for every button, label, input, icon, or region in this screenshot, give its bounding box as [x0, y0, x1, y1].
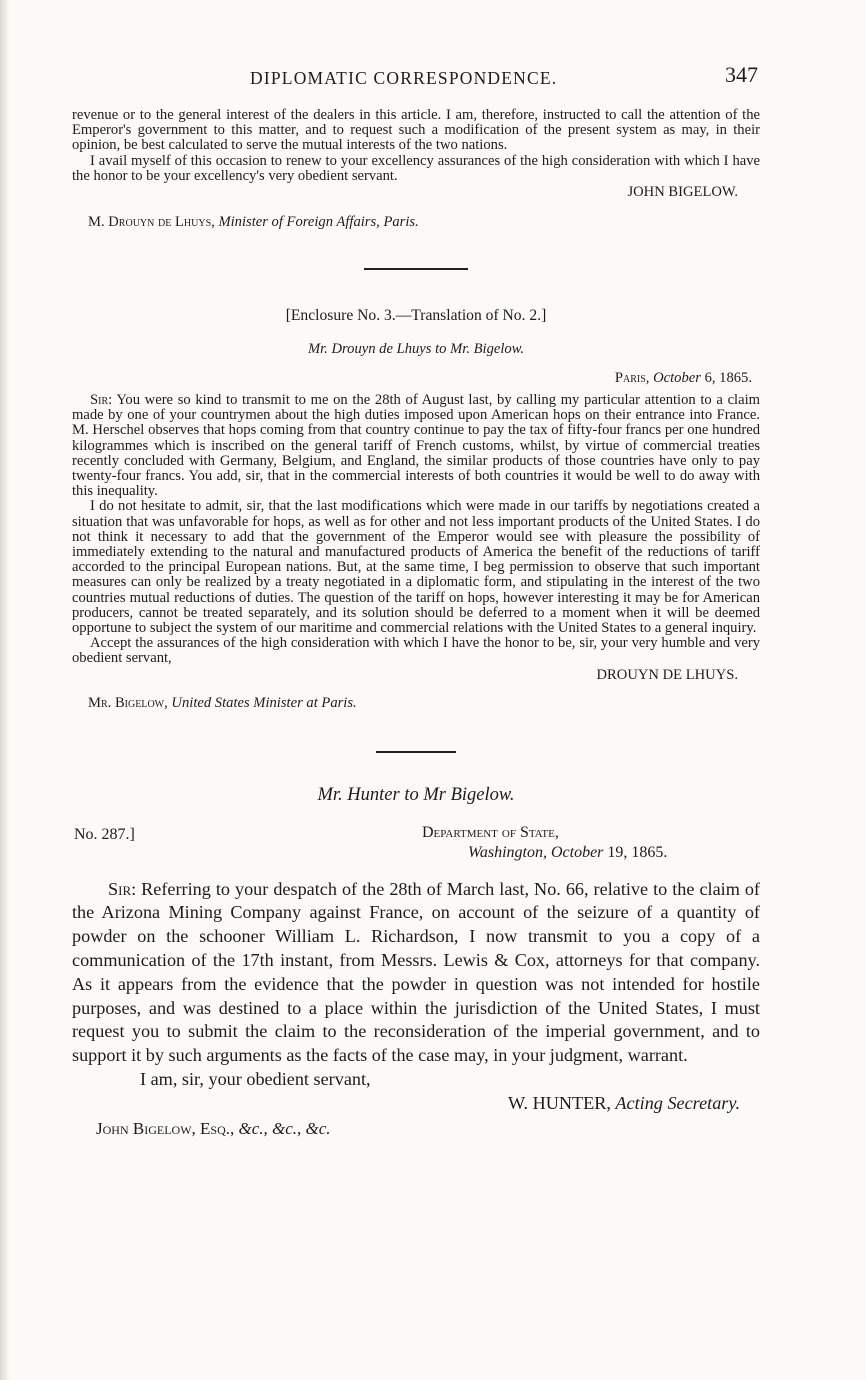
letter3-body: [72, 878, 760, 1068]
letter2-paragraph2: I do not hesitate to admit, sir, that the last modifications which were made in our tariffs by negotiations created a situation that was unfavorable for hops, as well as for other and not less important products of the United States. I do not think it necessary to add that the government of the Emperor would see with pleasure the possibility of immediately extending to the natural and manufactured products of America the benefit of the reductions of tariff accorded to the principal European nations. But, at the same time, I beg permission to observe that such important measures can only be realized by a treaty negotiated in a diplomatic form, and stipulating in the interest of the two countries mutual reductions of duties. The question of the tariff on hops, however interesting it may be for American producers, cannot be treated separately, and its solution should be deferred to a moment when it will be deemed opportune to subject the system of our maritime and commercial relations with the United States to a general inquiry.: [72, 498, 760, 637]
page-edge: [0, 0, 10, 1380]
letter1-addressee-name: M. Drouyn de Lhuys,: [88, 214, 215, 231]
letter2-place: Paris,: [614, 370, 650, 387]
letter3-signature-line: [72, 1092, 760, 1116]
page-number: 347: [725, 62, 758, 87]
letter-hunter: [72, 785, 760, 1140]
letter3-heading: Mr. Hunter to Mr Bigelow.: [317, 784, 515, 805]
letter2-salutation: Sir:: [90, 392, 113, 409]
letter2-addressee-name: Mr. Bigelow,: [88, 694, 168, 711]
letter1-signature: JOHN BIGELOW.: [627, 184, 738, 201]
letter3-addressee-name: John Bigelow, Esq.,: [96, 1118, 235, 1138]
letter2-date-rest: 6, 1865.: [704, 370, 752, 387]
letter1-addressee-title: Minister of Foreign Affairs, Paris.: [218, 214, 419, 231]
letter2-date-month: October: [653, 370, 701, 387]
letter3-dateline-block: [72, 824, 760, 868]
letter-bigelow-continuation: [72, 108, 760, 230]
letter2-heading: Mr. Drouyn de Lhuys to Mr. Bigelow.: [307, 341, 525, 358]
letter-drouyn: [72, 307, 760, 711]
running-head: DIPLOMATIC CORRESPONDENCE.: [250, 68, 558, 88]
letter3-signature: W. HUNTER,: [507, 1092, 611, 1113]
letter2-signature: DROUYN DE LHUYS.: [596, 666, 738, 683]
letter2-addressee: [72, 695, 760, 711]
letter3-addressee-etc: &c., &c., &c.: [238, 1118, 331, 1138]
page: [72, 58, 760, 1140]
letter3-body-text: Referring to your despatch of the 28th of March last, No. 66, relative to the claim of the Arizona Mining Company against France, on account of the seizure of a quantity of powder on the schooner William L. Richardson, I now transmit to you a copy of a communication of the 17th instant, from Messrs. Lewis & Cox, attorneys for that company. As it appears from the evidence that the powder in question was not intended for hostile purposes, and was destined to a place within the jurisdiction of the United States, I must request you to submit the claim to the reconsideration of the imperial government, and to support it by such arguments as the facts of the case may, in your judgment, warrant.: [72, 878, 760, 1066]
letter2-dateline: [72, 370, 760, 387]
letter1-continuation: revenue or to the general interest of the dealers in this article. I am, therefore, instructed to call the attention of the Emperor's government to this matter, and to request such a modification of the present system as may, in their opinion, be best calculated to serve the mutual interests of the two nations.: [72, 107, 760, 154]
letter2-paragraph1: [72, 393, 760, 499]
letter3-closing: I am, sir, your obedient servant,: [140, 1069, 371, 1090]
letter3-department: Department of State,: [422, 823, 559, 841]
letter2-addressee-title: United States Minister at Paris.: [171, 694, 357, 711]
letter2-paragraph1-text: You were so kind to transmit to me on the 28th of August last, by calling my particular attention to a claim made by one of your countrymen about the high duties imposed upon American hops on their entrance into France. M. Herschel observes that hops coming from that country continue to pay the tax of fifty-four francs per one hundred kilogrammes which is inscribed on the general tariff of French customs, whilst, by virtue of commercial treaties recently concluded with Germany, Belgium, and England, the similar products of those countries have only to pay twenty-four francs. You add, sir, that in the commercial interests of both countries it would be well to do away with this inequality.: [72, 392, 760, 500]
enclosure-heading: [Enclosure No. 3.—Translation of No. 2.]: [285, 307, 547, 325]
letter1-closing: I avail myself of this occasion to renew to your excellency assurances of the high consideration with which I have the honor to be your excellency's very obedient servant.: [72, 152, 760, 184]
letter3-date: [468, 844, 667, 862]
letter3-signature-title: Acting Secretary.: [615, 1092, 740, 1113]
section-divider: [364, 268, 468, 270]
letter3-number: No. 287.]: [74, 825, 135, 843]
letter3-date-line: Washington, October: [468, 843, 604, 861]
letter2-closing: Accept the assurances of the high consideration with which I have the honor to be, sir, your very humble and very obedient servant,: [72, 635, 760, 667]
section-divider-2: [376, 751, 456, 753]
letter3-addressee: [72, 1118, 760, 1140]
letter3-salutation: Sir:: [108, 878, 137, 899]
letter1-addressee: [72, 214, 760, 230]
page-header: [72, 58, 760, 92]
letter3-date-rest: 19, 1865.: [607, 843, 668, 861]
